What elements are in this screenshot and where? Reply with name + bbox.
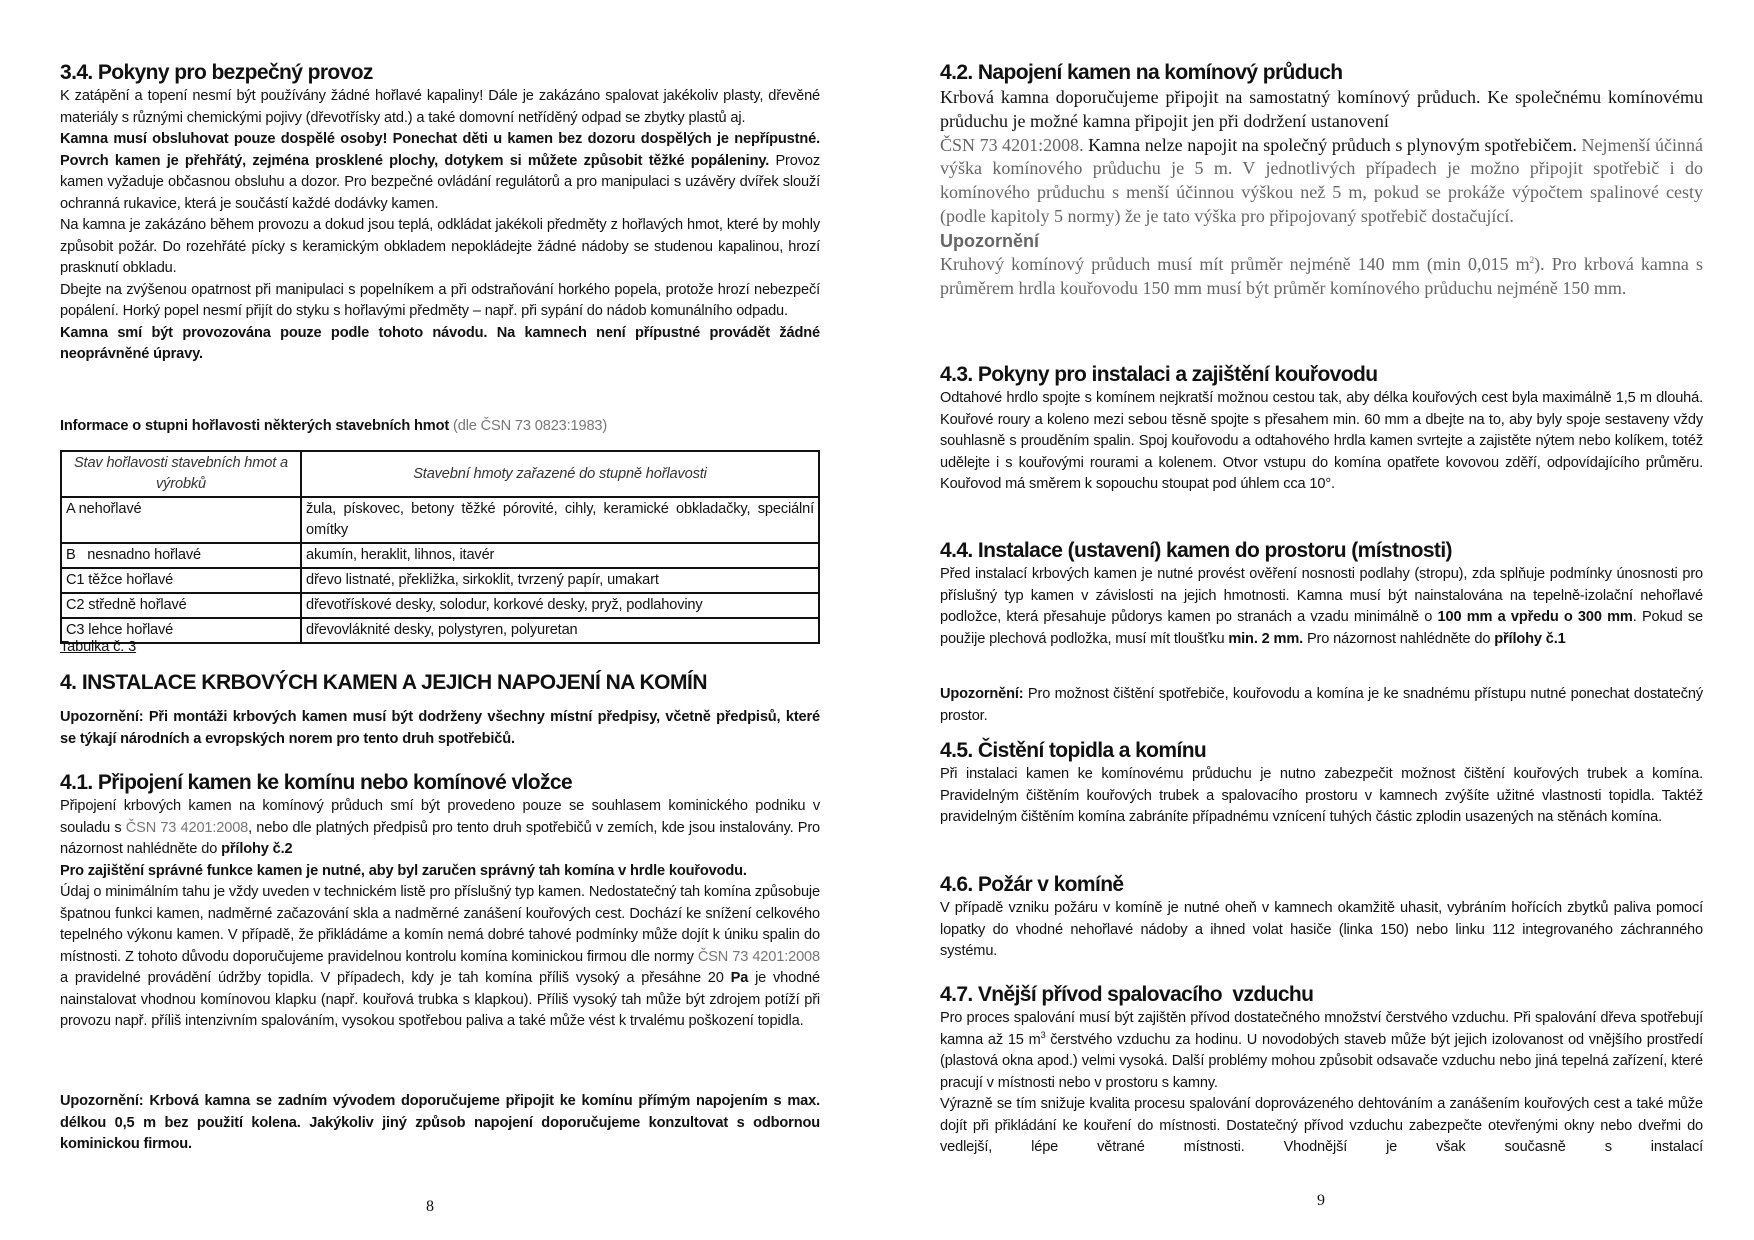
warning-note bbox=[940, 684, 1703, 727]
warning-label: Upozornění: bbox=[940, 686, 1024, 702]
section-4-6 bbox=[940, 872, 1703, 963]
section-4-7 bbox=[940, 982, 1703, 1159]
section-title: 4.4. Instalace (ustavení) kamen do prostoru (místnosti) bbox=[940, 539, 1452, 562]
column-header: Stav hořlavosti stavebních hmot a výrobků bbox=[61, 451, 301, 497]
page-number: 8 bbox=[426, 1198, 434, 1215]
paragraph bbox=[940, 86, 1703, 229]
warning-title: Upozornění bbox=[940, 230, 1039, 251]
table-row bbox=[61, 543, 819, 568]
section-4-3 bbox=[940, 362, 1703, 496]
section-title: 4.2. Napojení kamen na komínový průduch bbox=[940, 61, 1343, 84]
paragraph: Výrazně se tím snižuje kvalita procesu spalování doprovázeného dehtováním a zanášením kouřových cest a také může dojít při přikládání ke kouření do místnosti. Dostatečný přívod vzduchu zabezpečte otevřenými okny nebo dveřmi do vedlejší, lépe větrané místnosti. Vhodnější je však současně s instalací bbox=[940, 1096, 1703, 1155]
text: Připojení krbových kamen na komínový průduch smí být provedeno pouze se souhlasem kominického podniku v souladu s bbox=[60, 798, 820, 836]
paragraph bbox=[940, 253, 1703, 301]
text: je vhodné nainstalovat vhodnou komínovou klapku (např. kouřová trubka s klapkou). Příliš vysoký tah může být zdrojem potíží při provozu např. příliš intenzivním spalováním, vysokou spotřebou paliva a také může vést k trvalému poškození topidla. bbox=[60, 970, 820, 1029]
table-cell: C1 těžce hořlavé bbox=[61, 568, 301, 593]
warning-note: Upozornění: Při montáži krbových kamen musí být dodrženy všechny místní předpisy, včetně předpisů, které se týkají národních a evropských norem pro tento druh spotřebičů. bbox=[60, 709, 820, 747]
paragraph: Pro zajištění správné funkce kamen je nutné, aby byl zaručen správný tah komína v hrdle kouřovodu. bbox=[60, 862, 747, 879]
section-4-4 bbox=[940, 538, 1703, 650]
table-intro bbox=[60, 416, 820, 438]
appendix-reference: přílohy č.1 bbox=[1494, 630, 1566, 647]
chapter-title: 4. INSTALACE KRBOVÝCH KAMEN A JEJICH NAPOJENÍ NA KOMÍN bbox=[60, 671, 708, 694]
table-cell: C2 středně hořlavé bbox=[61, 593, 301, 618]
section-title: 4.3. Pokyny pro instalaci a zajištění kouřovodu bbox=[940, 363, 1378, 386]
paragraph bbox=[60, 129, 820, 215]
section-4-note bbox=[60, 707, 820, 750]
text: ). Pro krbová kamna s průměrem hrdla kouřovodu 150 mm musí být průměr komínového průduchu nejméně 150 mm. bbox=[940, 253, 1704, 298]
paragraph: Při instalaci kamen ke komínovému průduchu je nutno zabezpečit možnost čištění kouřových trubek a komína. Pravidelným čištěním kouřových trubek a spalovacího prostoru v kamnech zvýšíte užitné vlastnosti topidla. Taktéž pravidelným čištěním komína zabráníte případnému vznícení tuhých částic zplodin usazených na stěnách komína. bbox=[940, 766, 1703, 825]
table-cell: C3 lehce hořlavé bbox=[61, 618, 301, 643]
table-row bbox=[61, 593, 819, 618]
section-title: 4.5. Čistění topidla a komínu bbox=[940, 739, 1207, 762]
bold-text: min. 2 mm. bbox=[1228, 630, 1304, 647]
text: Před instalací krbových kamen je nutné provést ověření nosnosti podlahy (stropu), zda splňuje podmínky únosnosti pro příslušný typ kamen v závislosti na jejich hmotnosti. Kamna musí být nainstalována na tepelně-izolační nehořlavé podložce, která přesahuje půdorys kamen po stranách a vzadu minimálně o bbox=[940, 566, 1703, 625]
appendix-reference: přílohy č.2 bbox=[221, 841, 293, 857]
paragraph: Dbejte na zvýšenou opatrnost při manipulaci s popelníkem a při odstraňování horkého popela, protože hrozí nebezpečí popálení. Horký popel nesmí přijít do styku s hořlavými předměty – např. při sypání do nádob komunálního odpadu. bbox=[60, 281, 820, 319]
text: Nejmenší účinná výška komínového průduchu je 5 m. V jednotlivých případech je možno připojit spotřebič i do komínového průduchu s menší účinnou výškou než 5 m, pokud se prokáže výpočtem spalinové cesty (podle kapitoly 5 normy) že je tato výška pro připojovaný spotřebič dostačující. bbox=[940, 134, 1703, 226]
table-cell: dřevo listnaté, překližka, sirkoklit, tvrzený papír, umakart bbox=[301, 568, 819, 593]
text: . Pokud se použije plechová podložka, musí mít tloušťku bbox=[940, 609, 1703, 647]
standard-reference: ČSN 73 4201:2008 bbox=[125, 819, 249, 836]
table-header-row bbox=[61, 451, 819, 497]
section-4-5 bbox=[940, 738, 1703, 829]
paragraph bbox=[60, 416, 820, 438]
text: Údaj o minimálním tahu je vždy uveden v technickém listě pro příslušný typ kamen. Nedostatečný tah komína způsobuje špatnou funkci kamen, nadměrné začazování skla a nadměrné zanášení kouřových cest. Dochází ke snížení celkového tepelného výkonu kamen. V případě, že přikládáme a komín nemá dobré tahové podmínky může dojít k úniku spalin do místnosti. Z tohoto důvodu doporučujeme pravidelnou kontrolu komína kominickou firmou dle normy bbox=[60, 884, 820, 965]
text: , nebo dle platných předpisů pro tento druh spotřebičů v zemích, kde jsou instalovány. Pro názornost nahlédněte do bbox=[60, 819, 821, 857]
flammability-table bbox=[60, 450, 820, 644]
standard-reference: (dle ČSN 73 0823:1983) bbox=[453, 418, 608, 434]
paragraph: Na kamna je zakázáno během provozu a dokud jsou teplá, odkládat jakékoli předměty z hořlavých hmot, které by mohly způsobit požár. Do rozehřáté pícky s keramickým obkladem nepokládejte žádné nádoby se studenou kapalinou, hrozí prasknutí obkladu. bbox=[60, 217, 820, 276]
column-header: Stavební hmoty zařazené do stupně hořlavosti bbox=[301, 451, 819, 497]
table-cell: žula, pískovec, betony těžké pórovité, cihly, keramické obkladačky, speciální omítky bbox=[301, 497, 819, 543]
table-cell: B nesnadno hořlavé bbox=[61, 543, 301, 568]
section-title: 4.1. Připojení kamen ke komínu nebo komínové vložce bbox=[60, 771, 573, 794]
unit: Pa bbox=[730, 970, 749, 986]
text: Provoz kamen vyžaduje občasnou obsluhu a dozor. Pro bezpečné ovládání regulátorů a pro manipulaci s uzávěry dvířek slouží ochranná rukavice, která je součástí každé dodávky kamen. bbox=[60, 152, 820, 212]
paragraph: K zatápění a topení nesmí být používány žádné hořlavé kapaliny! Dále je zakázáno spalovat jakékoliv plasty, dřevěné materiály s různými chemickými pojivy (dřevotřísky atd.) a také domovní netříděný odpad se zbytky plastů aj. bbox=[60, 88, 820, 126]
superscript: 2 bbox=[1529, 254, 1535, 265]
warning-note: Upozornění: Krbová kamna se zadním vývodem doporučujeme připojit ke komínu přímým napojením s max. délkou 0,5 m bez použití kolena. Jakýkoliv jiný způsob napojení doporučujeme konzultovat s odbornou kominickou firmou. bbox=[60, 1093, 820, 1152]
table-cell: dřevotřískové desky, solodur, korkové desky, pryž, podlahoviny bbox=[301, 593, 819, 618]
text: Pro možnost čištění spotřebiče, kouřovodu a komína je ke snadnému přístupu nutné ponechat dostatečný prostor. bbox=[940, 686, 1703, 724]
text: a pravidelné provádění údržby topidla. V případech, kdy je tah komína příliš vysoký a přesáhne 20 bbox=[60, 970, 731, 986]
text: Pro proces spalování musí být zajištěn přívod dostatečného množství čerstvého vzduchu. Při spalování dřeva spotřebují kamna až 15 m bbox=[940, 1010, 1703, 1048]
section-4-1-note bbox=[60, 1091, 820, 1156]
paragraph: Odtahové hrdlo spojte s komínem nejkratší možnou cestou tak, aby délka kouřových cest byla maximálně 1,5 m dlouhá. Kouřové roury a koleno mezi sebou těsně spojte s přesahem min. 60 mm a dbejte na to, aby byly spoje sestaveny vždy souhlasně s prouděním spalin. Spoj kouřovodu a odtahového hrdla kamen svrtejte a zajistěte nýtem nebo kolíkem, totéž udělejte i s kouřovými rourami a kolenem. Otvor vstupu do komína opatřete kovovou zděří, odpovídajícího průměru. Kouřovod má směrem k sopouchu stoupat pod úhlem cca 10°. bbox=[940, 390, 1703, 492]
section-4-1 bbox=[60, 770, 820, 1033]
text: Kamna nelze napojit na společný průduch s plynovým spotřebičem. bbox=[1083, 134, 1577, 155]
standard-reference: ČSN 73 4201:2008. bbox=[940, 134, 1084, 155]
standard-reference: ČSN 73 4201:2008 bbox=[697, 948, 820, 965]
paragraph: V případě vzniku požáru v komíně je nutné oheň v kamnech okamžitě uhasit, vybráním hořících zbytků paliva pomocí lopatky do vhodné nehořlavé nádoby a ihned volat hasiče (linka 150) nebo linku 112 integrovaného záchranného systému. bbox=[940, 900, 1703, 959]
text: Kruhový komínový průduch musí mít průměr nejméně 140 mm (min 0,015 m bbox=[940, 253, 1530, 274]
section-3-4 bbox=[60, 60, 820, 366]
bold-text: 100 mm a vpředu o 300 mm bbox=[1437, 609, 1633, 625]
section-4-4-note bbox=[940, 684, 1703, 727]
paragraph bbox=[940, 1008, 1703, 1094]
paragraph bbox=[60, 882, 820, 1033]
text: Informace o stupni hořlavosti některých stavebních hmot bbox=[60, 418, 454, 434]
text: Pro názornost nahlédněte do bbox=[1303, 630, 1495, 647]
table-caption: Tabulka č. 3 bbox=[60, 639, 137, 655]
table-cell: dřevovláknité desky, polystyren, polyuretan bbox=[301, 618, 819, 643]
section-4 bbox=[60, 670, 820, 696]
text: Krbová kamna doporučujeme připojit na samostatný komínový průduch. Ke společnému komínovému průduchu je možné kamna připojit jen při dodržení ustanovení bbox=[940, 87, 1703, 131]
table-row bbox=[61, 497, 819, 543]
text: čerstvého vzduchu za hodinu. U novodobých staveb může být jejich izolovanost od vnějšího prostředí (plastová okna apod.) velmi vysoká. Další problémy mohou způsobit odsavače vzduchu nebo jiná tepelná zařízení, které pracují v místnosti nebo v prostoru s kamny. bbox=[940, 1031, 1703, 1091]
section-4-2 bbox=[940, 60, 1703, 300]
superscript: 3 bbox=[1040, 1029, 1046, 1040]
table-caption-block bbox=[60, 637, 820, 659]
bold-text: Kamna musí obsluhovat pouze dospělé osoby! Ponechat děti u kamen bez dozoru dospělých je nepřípustné. Povrch kamen je přehřátý, zejména prosklené plochy, dotykem si můžete způsobit těžké popáleniny. bbox=[60, 131, 820, 169]
table-cell: A nehořlavé bbox=[61, 497, 301, 543]
paragraph bbox=[60, 796, 820, 861]
section-title: 3.4. Pokyny pro bezpečný provoz bbox=[60, 61, 373, 84]
table-cell: akumín, heraklit, lihnos, itavér bbox=[301, 543, 819, 568]
table-row bbox=[61, 568, 819, 593]
paragraph: Kamna smí být provozována pouze podle tohoto návodu. Na kamnech není přípustné provádět žádné neoprávněné úpravy. bbox=[60, 324, 820, 362]
paragraph bbox=[940, 564, 1703, 650]
page-number: 9 bbox=[1317, 1192, 1325, 1209]
section-title: 4.7. Vnější přívod spalovacího vzduchu bbox=[940, 983, 1314, 1006]
section-title: 4.6. Požár v komíně bbox=[940, 873, 1124, 896]
